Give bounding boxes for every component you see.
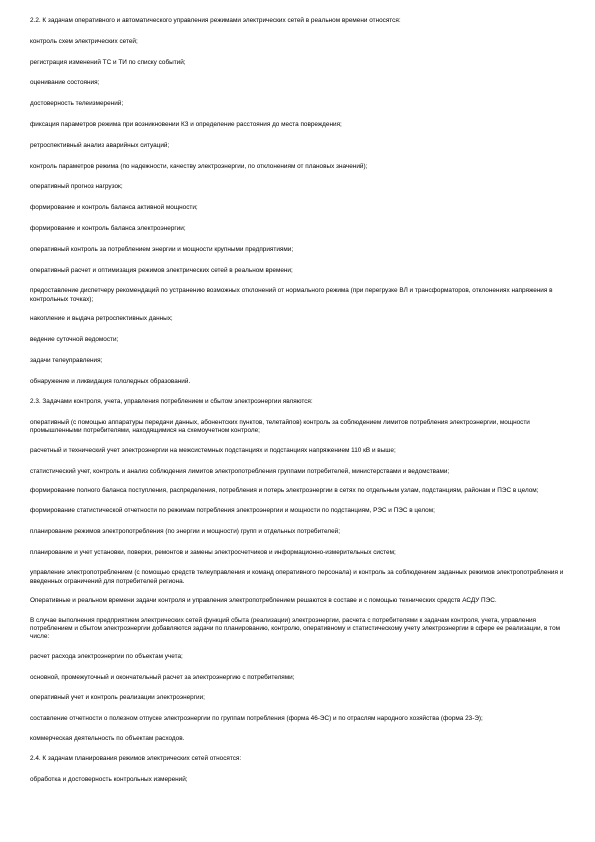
list-item: фиксация параметров режима при возникновении КЗ и определение расстояния до места повреждения; <box>30 120 342 128</box>
list-item: контроль схем электрических сетей; <box>30 37 138 45</box>
list-item: обработка и достоверность контрольных измерений; <box>30 776 188 784</box>
list-item: обнаружение и ликвидация гололедных образований. <box>30 377 191 385</box>
list-item: оперативный (с помощью аппаратуры передачи данных, абонентских пунктов, телетайпов) контроль за соблюдением лимитов потребления электроэнергии, мощности промышленными потребителями, находящимися на схемоучетном контроле; <box>30 419 530 435</box>
list-item: расчет расхода электроэнергии по объектам учета; <box>30 652 183 660</box>
list-item: коммерческая деятельность по объектам расходов. <box>30 734 185 742</box>
list-item: планирование и учет установки, поверки, ремонтов и замены электросчетчиков и информационно-измерительных систем; <box>30 548 396 556</box>
list-item: формирование и контроль баланса электроэнергии; <box>30 224 186 232</box>
list-item: расчетный и технический учет электроэнергии на межсистемных подстанциях и подстанциях напряжением 110 кВ и выше; <box>30 446 396 454</box>
section-heading: 2.4. К задачам планирования режимов электрических сетей относятся: <box>30 755 242 763</box>
list-item: оперативный прогноз нагрузок; <box>30 183 123 191</box>
list-item: статистический учет, контроль и анализ соблюдения лимитов электропотребления группами потребителей, министерствами и ведомствами; <box>30 467 450 475</box>
list-item: достоверность телеизмерений; <box>30 100 124 108</box>
list-item: планирование режимов электропотребления (по энергии и мощности) групп и отдельных потребителей; <box>30 527 340 535</box>
section-heading: 2.3. Задачами контроля, учета, управления потреблением и сбытом электроэнергии являются: <box>30 398 313 406</box>
list-item: формирование и контроль баланса активной мощности; <box>30 204 198 212</box>
list-item: формирование полного баланса поступления, распределения, потребления и потерь электроэнергии в сетях по отдельным узлам, подстанциям, районам и ПЭС в целом; <box>30 487 539 495</box>
list-item: ретроспективный анализ аварийных ситуаций; <box>30 141 170 149</box>
list-item: накопление и выдача ретроспективных данных; <box>30 315 173 323</box>
list-item: регистрация изменений ТС и ТИ по списку событий; <box>30 58 186 66</box>
list-item: составление отчетности о полезном отпуске электроэнергии по группам потребления (форма 46-ЭС) и по отраслям народного хозяйства (форма 23-Э); <box>30 715 483 723</box>
list-item: контроль параметров режима (по надежности, качеству электроэнергии, по отклонениям от плановых значений); <box>30 162 368 170</box>
list-item: основной, промежуточный и окончательный расчет за электроэнергию с потребителями; <box>30 673 295 681</box>
list-item: оценивание состояния; <box>30 79 100 87</box>
section-heading: 2.2. К задачам оперативного и автоматического управления режимами электрических сетей в реальном времени относятся: <box>30 17 401 24</box>
list-item: оперативный расчет и оптимизация режимов электрических сетей в реальном времени; <box>30 266 293 274</box>
list-item: управление электропотреблением (с помощью средств телеуправления и команд оперативного персонала) и контроль за соблюдением заданных режимов электропотребления и введенных ограничений для потребителей региона. <box>30 569 564 585</box>
list-item: формирование статистической отчетности по режимам потребления электроэнергии и мощности по подстанциям, РЭС и ПЭС в целом; <box>30 506 435 514</box>
list-item: ведение суточной ведомости; <box>30 335 119 343</box>
body-paragraph: Оперативные и реальном времени задачи контроля и управления электропотреблением решаются в составе и с помощью технических средств АСДУ ПЭС. <box>30 597 497 605</box>
body-paragraph: В случае выполнения предприятием электрических сетей функций сбыта (реализации) электроэнергии, расчета с потребителями к задачам контроля, учета, управления потреблением и сбытом электроэнергии добавляются задачи по планированию, контролю, оперативному и статистическому учету электроэнергии в сфере ее реализации, в том числе: <box>30 616 561 641</box>
list-item: оперативный учет и контроль реализации электроэнергии; <box>30 694 205 702</box>
list-item: предоставление диспетчеру рекомендаций по устранению возможных отклонений от нормального режима (при перегрузке ВЛ и трансформаторов, отклонениях напряжения в контрольных точках); <box>30 287 553 303</box>
list-item: задачи телеуправления; <box>30 356 103 364</box>
list-item: оперативный контроль за потреблением энергии и мощности крупными предприятиями; <box>30 245 294 253</box>
